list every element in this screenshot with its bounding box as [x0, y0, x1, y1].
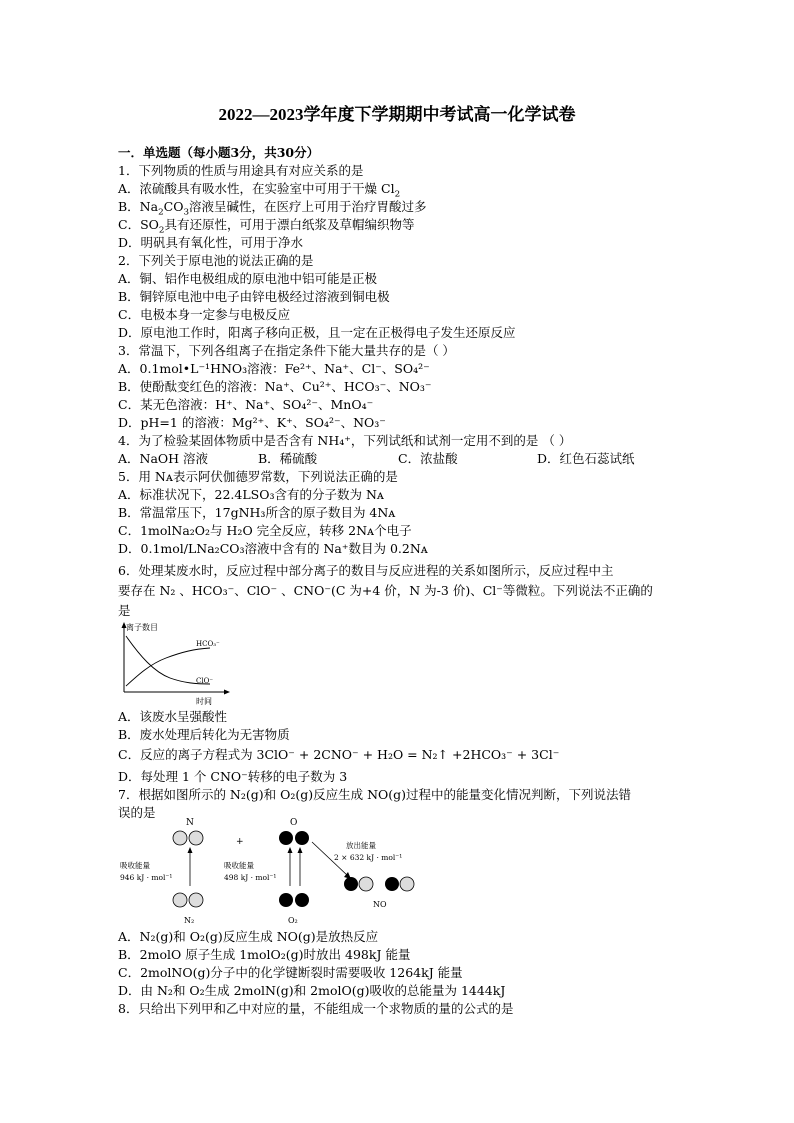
q1-option-b: B．$Na_2CO_3$溶液呈碱性，在医疗上可用于治疗胃酸过多 — [118, 199, 427, 218]
energy-diagram — [118, 818, 438, 928]
q6-option-b: B．废水处理后转化为无害物质 — [118, 727, 290, 742]
absorb-value-1: 946 kJ · mol⁻¹ — [120, 873, 173, 882]
x-axis-arrow — [224, 690, 230, 695]
q7-option-a: A．N₂(g)和 O₂(g)反应生成 NO(g)是放热反应 — [118, 929, 379, 944]
q2-option-a: A．铜、铝作电极组成的原电池中铝可能是正极 — [118, 271, 378, 286]
no-molecule-o — [385, 877, 399, 891]
section-heading: 一．单选题（每小题3分，共30分） — [118, 145, 320, 160]
q2-option-d: D．原电池工作时，阳离子移向正极，且一定在正极得电子发生还原反应 — [118, 325, 516, 340]
n2-arrow-head — [188, 847, 193, 853]
no-label: NO — [373, 900, 387, 909]
q3-option-c: C．某无色溶液：H⁺、Na⁺、SO₄²⁻、MnO₄⁻ — [118, 397, 374, 412]
o2-label: O₂ — [288, 916, 298, 925]
q4-option-d: D．红色石蕊试纸 — [537, 451, 635, 466]
q5-stem: 5．用 Nᴀ表示阿伏伽德罗常数，下列说法正确的是 — [118, 469, 398, 484]
q1-stem: 1．下列物质的性质与用途具有对应关系的是 — [118, 163, 364, 178]
q6-option-a: A．该废水呈强酸性 — [118, 709, 228, 724]
o2-arrow-head-left — [288, 847, 293, 853]
q7-option-c: C．2molNO(g)分子中的化学键断裂时需要吸收 1264kJ 能量 — [118, 965, 463, 980]
q3-option-b: B．使酚酞变红色的溶液：Na⁺、Cu²⁺、HCO₃⁻、NO₃⁻ — [118, 379, 432, 394]
q7-option-b: B．2molO 原子生成 1molO₂(g)时放出 498kJ 能量 — [118, 947, 411, 962]
n-atom — [189, 831, 203, 845]
q7-stem-line2: 误的是 — [118, 805, 156, 820]
q1-option-d: D．明矾具有氧化性，可用于净水 — [118, 235, 304, 250]
n2-label: N₂ — [184, 916, 195, 925]
o-atom — [279, 831, 293, 845]
absorb-label-2: 吸收能量 — [224, 861, 254, 870]
n-atom-label: N — [186, 818, 194, 828]
absorb-label-1: 吸收能量 — [120, 861, 150, 870]
y-axis-label: 离子数目 — [126, 623, 158, 632]
q5-option-a: A．标准状况下，22.4LSO₃含有的分子数为 Nᴀ — [118, 487, 384, 502]
clo-curve-label: ClO⁻ — [196, 677, 214, 685]
q7-stem-line1: 7．根据如图所示的 N₂(g)和 O₂(g)反应生成 NO(g)过程中的能量变化情况判断，下列说法错 — [118, 787, 632, 802]
no-molecule-n — [400, 877, 414, 891]
hco3-curve-label: HCO₃⁻ — [196, 640, 220, 648]
q6-stem-line1: 6．处理某废水时，反应过程中部分离子的数目与反应进程的关系如图所示，反应过程中主 — [118, 563, 614, 578]
q6-stem-line3: 是 — [118, 603, 131, 618]
n-atom — [173, 831, 187, 845]
no-molecule-o — [344, 877, 358, 891]
x-axis-label: 时间 — [196, 697, 212, 706]
q3-option-d: D．pH=1 的溶液：Mg²⁺、K⁺、SO₄²⁻、NO₃⁻ — [118, 415, 386, 430]
n2-molecule-atom — [189, 893, 203, 907]
plus-sign: + — [236, 837, 244, 847]
q1-option-a: A．浓硫酸具有吸水性，在实验室中可用于干燥 $Cl_2$ — [118, 181, 401, 200]
q4-option-a: A．NaOH 溶液 — [118, 451, 209, 466]
release-value: 2 × 632 kJ · mol⁻¹ — [334, 853, 403, 862]
q4-option-c: C．浓盐酸 — [398, 451, 458, 466]
q5-option-d: D．0.1mol/LNa₂CO₃溶液中含有的 Na⁺数目为 0.2Nᴀ — [118, 541, 428, 556]
q5-option-b: B．常温常压下，17gNH₃所含的原子数目为 4Nᴀ — [118, 505, 396, 520]
q8-stem: 8．只给出下列甲和乙中对应的量，不能组成一个求物质的量的公式的是 — [118, 1001, 514, 1016]
o2-molecule-atom — [295, 893, 309, 907]
q6-stem-line2: 要存在 N₂ 、HCO₃⁻、ClO⁻ 、CNO⁻(C 为+4 价，N 为-3 价)、Cl⁻等微粒。下列说法不正确的 — [118, 583, 653, 598]
n2-molecule-atom — [173, 893, 187, 907]
exam-title: 2022—2023学年度下学期期中考试高一化学试卷 — [218, 105, 576, 124]
o-atom-label: O — [290, 818, 298, 828]
q3-option-a: A．0.1mol•L⁻¹HNO₃溶液：Fe²⁺、Na⁺、Cl⁻、SO₄²⁻ — [118, 361, 430, 376]
q6-option-d: D．每处理 1 个 CNO⁻转移的电子数为 3 — [118, 769, 348, 784]
ion-count-graph — [118, 620, 238, 710]
o2-molecule-atom — [279, 893, 293, 907]
no-molecule-n — [359, 877, 373, 891]
q2-option-c: C．电极本身一定参与电极反应 — [118, 307, 291, 322]
o-atom — [295, 831, 309, 845]
release-label: 放出能量 — [346, 841, 376, 850]
q2-stem: 2．下列关于原电池的说法正确的是 — [118, 253, 314, 268]
q6-option-c: C．反应的离子方程式为 3ClO⁻ + 2CNO⁻ + H₂O = N₂↑ +2HCO₃⁻ + 3Cl⁻ — [118, 747, 560, 762]
q3-stem: 3．常温下，下列各组离子在指定条件下能大量共存的是（ ） — [118, 343, 455, 358]
q2-option-b: B．铜锌原电池中电子由锌电极经过溶液到铜电极 — [118, 289, 390, 304]
absorb-value-2: 498 kJ · mol⁻¹ — [224, 873, 277, 882]
q4-stem: 4．为了检验某固体物质中是否含有 NH₄⁺，下列试纸和试剂一定用不到的是 （ ） — [118, 433, 572, 448]
q4-option-b: B．稀硫酸 — [258, 451, 318, 466]
q5-option-c: C．1molNa₂O₂与 H₂O 完全反应，转移 2Nᴀ个电子 — [118, 523, 412, 538]
q1-option-c: C．$SO_2$具有还原性，可用于漂白纸浆及草帽编织物等 — [118, 217, 415, 236]
o2-arrow-head-right — [298, 847, 303, 853]
q7-option-d: D．由 N₂和 O₂生成 2molN(g)和 2molO(g)吸收的总能量为 1444kJ — [118, 983, 506, 998]
